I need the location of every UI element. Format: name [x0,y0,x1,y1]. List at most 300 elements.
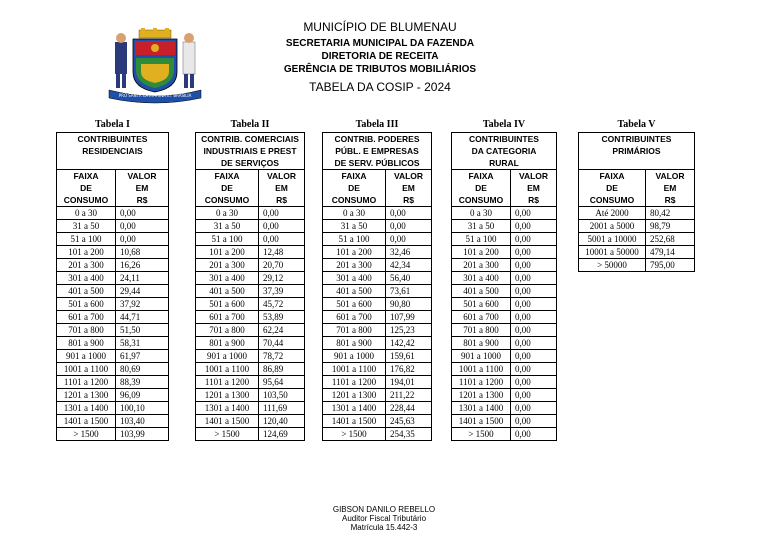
valor-cell: 176,82 [386,363,432,376]
category-row [452,145,557,157]
table-row [57,298,169,311]
table-title: Tabela V [617,119,656,130]
valor-cell: 103,99 [116,428,169,441]
cosip-table [451,132,557,441]
faixa-cell: 10001 a 50000 [579,246,646,259]
table-row [452,311,557,324]
valor-cell: 70,44 [259,337,305,350]
table-5 [578,118,695,272]
valor-cell: 37,39 [259,285,305,298]
faixa-cell: 801 a 900 [196,337,259,350]
category-row [579,157,695,170]
valor-header: VALOR [386,170,432,183]
faixa-header: CONSUMO [579,194,646,207]
valor-cell: 42,34 [386,259,432,272]
column-header-row [57,170,169,183]
category-row [579,145,695,157]
faixa-cell: 1201 a 1300 [196,389,259,402]
faixa-cell: 31 a 50 [57,220,116,233]
category-row [196,157,305,170]
valor-cell: 37,92 [116,298,169,311]
valor-cell: 88,39 [116,376,169,389]
faixa-cell: 31 a 50 [196,220,259,233]
table-row [323,311,432,324]
faixa-cell: 501 a 600 [196,298,259,311]
valor-cell: 0,00 [116,233,169,246]
table-row [452,298,557,311]
faixa-cell: 51 a 100 [196,233,259,246]
faixa-cell: > 1500 [323,428,386,441]
faixa-cell: > 1500 [57,428,116,441]
table-row [452,428,557,441]
valor-header: EM [259,182,305,194]
table-row [323,350,432,363]
valor-header: EM [116,182,169,194]
cosip-table [195,132,305,441]
table-row [196,350,305,363]
valor-cell: 0,00 [511,311,557,324]
valor-cell: 0,00 [511,259,557,272]
table-row [579,207,695,220]
category-label: PRIMÁRIOS [579,145,695,157]
faixa-cell: 1301 a 1400 [323,402,386,415]
faixa-cell: 301 a 400 [323,272,386,285]
table-row [323,389,432,402]
valor-header: R$ [116,194,169,207]
faixa-cell: 0 a 30 [57,207,116,220]
faixa-header: FAIXA [196,170,259,183]
table-row [196,272,305,285]
valor-cell: 245,63 [386,415,432,428]
faixa-cell: 101 a 200 [196,246,259,259]
valor-cell: 107,99 [386,311,432,324]
valor-cell: 0,00 [386,207,432,220]
faixa-cell: 101 a 200 [323,246,386,259]
table-row [579,246,695,259]
faixa-header: DE [323,182,386,194]
category-label: RURAL [452,157,557,170]
table-row [452,207,557,220]
table-row [323,402,432,415]
table-row [452,272,557,285]
faixa-cell: 701 a 800 [196,324,259,337]
faixa-header: CONSUMO [323,194,386,207]
category-label: CONTRIB. COMERCIAIS [196,133,305,146]
faixa-cell: Até 2000 [579,207,646,220]
faixa-cell: 601 a 700 [323,311,386,324]
faixa-cell: 301 a 400 [196,272,259,285]
valor-cell: 0,00 [259,220,305,233]
valor-cell: 0,00 [511,415,557,428]
valor-cell: 0,00 [116,207,169,220]
category-label: CONTRIB. PODERES [323,133,432,146]
valor-cell: 95,64 [259,376,305,389]
table-row [323,233,432,246]
table-row [57,324,169,337]
valor-cell: 254,35 [386,428,432,441]
category-row [323,133,432,146]
table-2 [195,118,305,441]
valor-cell: 56,40 [386,272,432,285]
column-header-row [196,170,305,183]
valor-header: R$ [511,194,557,207]
faixa-cell: 601 a 700 [452,311,511,324]
faixa-cell: 1201 a 1300 [452,389,511,402]
valor-cell: 0,00 [511,389,557,402]
faixa-cell: 801 a 900 [57,337,116,350]
table-row [196,233,305,246]
valor-cell: 120,40 [259,415,305,428]
table-body [579,133,695,272]
valor-cell: 62,24 [259,324,305,337]
faixa-cell: 201 a 300 [57,259,116,272]
category-row [57,145,169,157]
valor-header: R$ [386,194,432,207]
faixa-cell: 0 a 30 [452,207,511,220]
category-label: PÚBL. E EMPRESAS [323,145,432,157]
valor-cell: 194,01 [386,376,432,389]
municipality-name: MUNICÍPIO DE BLUMENAU [303,20,457,34]
valor-header: R$ [646,194,695,207]
faixa-cell: 31 a 50 [323,220,386,233]
valor-cell: 142,42 [386,337,432,350]
faixa-cell: 1001 a 1100 [323,363,386,376]
table-row [452,324,557,337]
faixa-cell: 51 a 100 [323,233,386,246]
faixa-cell: 601 a 700 [57,311,116,324]
faixa-header: DE [452,182,511,194]
valor-cell: 0,00 [511,376,557,389]
valor-cell: 0,00 [511,220,557,233]
faixa-cell: 1401 a 1500 [196,415,259,428]
valor-header: VALOR [259,170,305,183]
valor-cell: 20,70 [259,259,305,272]
faixa-cell: 51 a 100 [57,233,116,246]
faixa-cell: > 1500 [196,428,259,441]
faixa-cell: 31 a 50 [452,220,511,233]
table-row [57,220,169,233]
faixa-cell: 201 a 300 [323,259,386,272]
valor-header: VALOR [511,170,557,183]
table-row [57,233,169,246]
valor-cell: 32,46 [386,246,432,259]
table-title: Tabela III [355,119,399,130]
valor-cell: 111,69 [259,402,305,415]
faixa-cell: 1101 a 1200 [196,376,259,389]
valor-header: EM [511,182,557,194]
faixa-cell: 501 a 600 [57,298,116,311]
table-body [57,133,169,441]
table-row [57,207,169,220]
faixa-cell: 201 a 300 [196,259,259,272]
category-label: DE SERV. PÚBLICOS [323,157,432,170]
table-row [452,376,557,389]
valor-cell: 124,69 [259,428,305,441]
valor-cell: 58,31 [116,337,169,350]
valor-cell: 78,72 [259,350,305,363]
valor-cell: 24,11 [116,272,169,285]
valor-cell: 44,71 [116,311,169,324]
valor-header: EM [386,182,432,194]
valor-cell: 100,10 [116,402,169,415]
table-row [323,415,432,428]
faixa-header: DE [196,182,259,194]
valor-cell: 0,00 [511,402,557,415]
table-row [57,272,169,285]
table-row [452,389,557,402]
table-row [196,415,305,428]
column-header-row [579,194,695,207]
column-header-row [579,170,695,183]
table-row [57,415,169,428]
valor-cell: 159,61 [386,350,432,363]
valor-cell: 73,61 [386,285,432,298]
valor-cell: 0,00 [511,233,557,246]
table-row [579,259,695,272]
column-header-row [323,194,432,207]
table-row [323,220,432,233]
valor-cell: 0,00 [511,207,557,220]
faixa-cell: 501 a 600 [323,298,386,311]
faixa-cell: 801 a 900 [323,337,386,350]
column-header-row [452,170,557,183]
faixa-cell: 1001 a 1100 [57,363,116,376]
faixa-cell: > 50000 [579,259,646,272]
valor-cell: 29,44 [116,285,169,298]
valor-cell: 0,00 [511,285,557,298]
valor-cell: 51,50 [116,324,169,337]
table-row [452,246,557,259]
faixa-cell: 1401 a 1500 [57,415,116,428]
column-header-row [57,182,169,194]
valor-header: VALOR [116,170,169,183]
category-row [452,157,557,170]
valor-cell: 0,00 [116,220,169,233]
faixa-cell: 1201 a 1300 [57,389,116,402]
table-1 [56,118,169,441]
valor-cell: 86,89 [259,363,305,376]
document-title: TABELA DA COSIP - 2024 [309,80,451,94]
table-row [452,259,557,272]
valor-cell: 98,79 [646,220,695,233]
category-row [323,145,432,157]
faixa-cell: 1001 a 1100 [452,363,511,376]
table-body [452,133,557,441]
table-row [196,389,305,402]
valor-cell: 96,09 [116,389,169,402]
table-row [57,428,169,441]
table-row [196,324,305,337]
cosip-table [56,132,169,441]
faixa-cell: 301 a 400 [452,272,511,285]
valor-cell: 103,40 [116,415,169,428]
table-row [57,363,169,376]
table-row [196,311,305,324]
table-row [452,363,557,376]
category-label: RESIDENCIAIS [57,145,169,157]
category-row [452,133,557,146]
category-row [579,133,695,146]
valor-cell: 90,80 [386,298,432,311]
secretariat-name: SECRETARIA MUNICIPAL DA FAZENDA [285,38,475,49]
table-3 [322,118,432,441]
category-label: CONTRIBUINTES [579,133,695,146]
faixa-header: DE [57,182,116,194]
table-row [452,337,557,350]
table-row [323,285,432,298]
category-label: DA CATEGORIA [452,145,557,157]
faixa-cell: 1101 a 1200 [323,376,386,389]
faixa-cell: 501 a 600 [452,298,511,311]
table-row [57,389,169,402]
valor-cell: 10,68 [116,246,169,259]
category-label: CONTRIBUINTES [452,133,557,146]
faixa-cell: 401 a 500 [452,285,511,298]
faixa-cell: 1401 a 1500 [452,415,511,428]
faixa-cell: 401 a 500 [196,285,259,298]
faixa-cell: 0 a 30 [323,207,386,220]
faixa-cell: 901 a 1000 [323,350,386,363]
cosip-table [578,132,695,272]
faixa-header: FAIXA [57,170,116,183]
faixa-cell: 1101 a 1200 [57,376,116,389]
column-header-row [452,182,557,194]
table-row [196,337,305,350]
faixa-header: CONSUMO [196,194,259,207]
column-header-row [452,194,557,207]
faixa-cell: 601 a 700 [196,311,259,324]
category-row [196,133,305,146]
valor-cell: 103,50 [259,389,305,402]
valor-cell: 252,68 [646,233,695,246]
table-row [323,246,432,259]
valor-header: EM [646,182,695,194]
valor-cell: 12,48 [259,246,305,259]
table-row [196,376,305,389]
table-row [323,428,432,441]
valor-cell: 61,97 [116,350,169,363]
valor-cell: 0,00 [511,337,557,350]
category-row [196,145,305,157]
valor-cell: 0,00 [511,324,557,337]
table-title: Tabela II [230,119,270,130]
faixa-cell: 1001 a 1100 [196,363,259,376]
valor-cell: 80,42 [646,207,695,220]
faixa-cell: > 1500 [452,428,511,441]
table-row [196,285,305,298]
faixa-cell: 2001 a 5000 [579,220,646,233]
management-name: GERÊNCIA DE TRIBUTOS MOBILIÁRIOS [283,64,477,75]
valor-cell: 0,00 [386,233,432,246]
table-row [196,207,305,220]
faixa-cell: 301 a 400 [57,272,116,285]
valor-cell: 0,00 [511,428,557,441]
table-row [57,246,169,259]
crest-motto: PRO SANTA CATHARINA ET BRASILIA [118,93,192,98]
table-title: Tabela I [95,119,130,130]
table-row [196,246,305,259]
valor-cell: 211,22 [386,389,432,402]
faixa-cell: 701 a 800 [57,324,116,337]
valor-cell: 29,12 [259,272,305,285]
valor-cell: 0,00 [511,272,557,285]
valor-cell: 125,23 [386,324,432,337]
valor-cell: 479,14 [646,246,695,259]
faixa-header: FAIXA [452,170,511,183]
column-header-row [323,182,432,194]
table-row [323,324,432,337]
table-body [196,133,305,441]
table-row [452,285,557,298]
column-header-row [57,194,169,207]
table-row [57,285,169,298]
valor-cell: 0,00 [386,220,432,233]
faixa-header: CONSUMO [452,194,511,207]
directorate-name: DIRETORIA DE RECEITA [321,51,439,62]
category-label: CONTRIBUINTES [57,133,169,146]
valor-cell: 16,26 [116,259,169,272]
table-row [196,363,305,376]
table-row [579,220,695,233]
faixa-header: DE [579,182,646,194]
table-body [323,133,432,441]
table-row [323,376,432,389]
valor-cell: 0,00 [511,246,557,259]
faixa-cell: 901 a 1000 [57,350,116,363]
faixa-cell: 701 a 800 [452,324,511,337]
faixa-cell: 701 a 800 [323,324,386,337]
signer-name: GIBSON DANILO REBELLO [332,505,436,514]
category-row [57,133,169,146]
faixa-cell: 101 a 200 [57,246,116,259]
table-row [57,259,169,272]
cosip-table [322,132,432,441]
column-header-row [323,170,432,183]
faixa-header: FAIXA [323,170,386,183]
table-row [323,298,432,311]
faixa-cell: 901 a 1000 [452,350,511,363]
faixa-header: FAIXA [579,170,646,183]
faixa-cell: 1401 a 1500 [323,415,386,428]
valor-cell: 0,00 [511,298,557,311]
table-row [57,402,169,415]
faixa-cell: 401 a 500 [323,285,386,298]
faixa-cell: 1301 a 1400 [196,402,259,415]
table-row [323,207,432,220]
category-label [57,157,169,170]
column-header-row [579,182,695,194]
table-row [57,376,169,389]
table-row [196,428,305,441]
faixa-cell: 401 a 500 [57,285,116,298]
coat-of-arms-icon [105,28,205,104]
column-header-row [196,194,305,207]
faixa-cell: 101 a 200 [452,246,511,259]
category-row [57,157,169,170]
faixa-cell: 801 a 900 [452,337,511,350]
table-row [452,415,557,428]
faixa-cell: 0 a 30 [196,207,259,220]
category-label: DE SERVIÇOS [196,157,305,170]
faixa-cell: 51 a 100 [452,233,511,246]
table-row [452,350,557,363]
valor-cell: 795,00 [646,259,695,272]
signer-role: Auditor Fiscal Tributário [341,514,427,523]
table-row [323,259,432,272]
table-row [196,402,305,415]
table-row [57,350,169,363]
valor-cell: 80,69 [116,363,169,376]
